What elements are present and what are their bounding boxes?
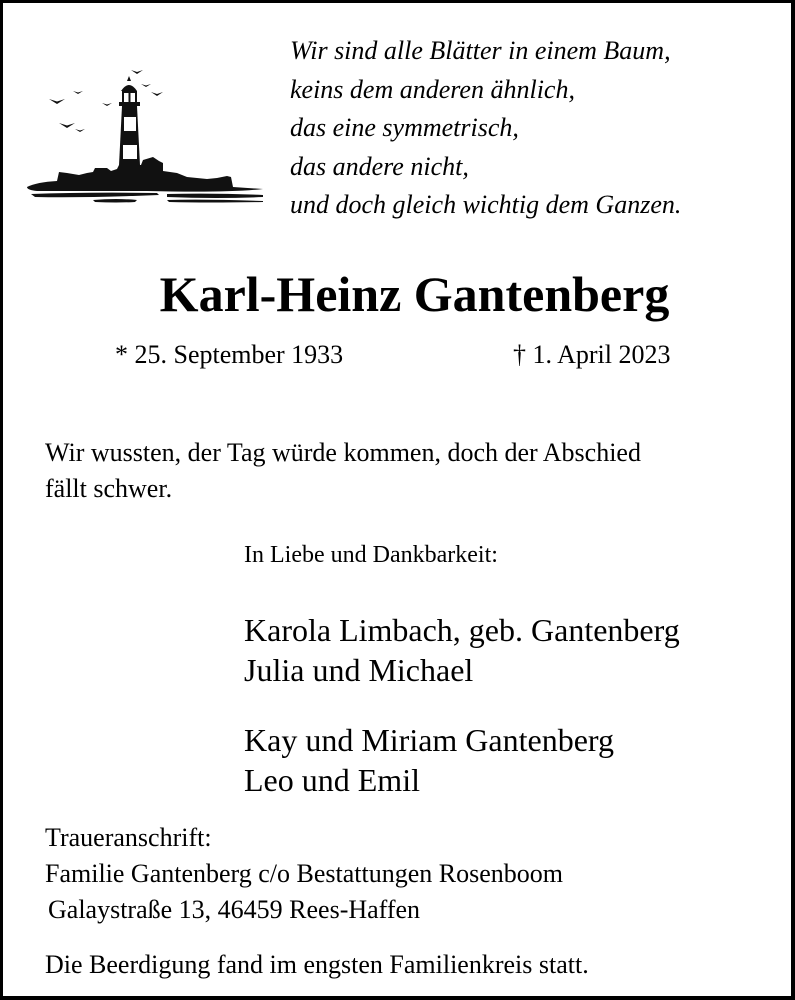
poem-line: keins dem anderen ähnlich, <box>290 74 575 104</box>
address-line-1: Familie Gantenberg c/o Bestattungen Rosenboom <box>45 859 563 888</box>
deceased-name: Karl-Heinz Gantenberg <box>159 266 670 322</box>
dedication: In Liebe und Dankbarkeit: <box>244 542 498 568</box>
mourning-address <box>45 820 563 928</box>
poem <box>290 32 681 225</box>
address-line-2: Galaystraße 13, 46459 Rees-Haffen <box>48 895 421 924</box>
mourner-line: Leo und Emil <box>244 762 420 798</box>
mourner-line: Julia und Michael <box>244 652 474 688</box>
poem-line: Wir sind alle Blätter in einem Baum, <box>290 36 671 65</box>
birth-date: * 25. September 1933 <box>115 340 344 369</box>
saying-line: Wir wussten, der Tag würde kommen, doch der Abschied <box>45 438 641 467</box>
farewell-saying <box>45 435 641 507</box>
funeral-note: Die Beerdigung fand im engsten Familienkreis statt. <box>45 950 589 979</box>
mourner-group <box>244 720 614 800</box>
mourner-line: Kay und Miriam Gantenberg <box>244 722 614 758</box>
lighthouse-icon <box>27 65 263 207</box>
poem-line: das eine symmetrisch, <box>290 113 519 142</box>
mourner-group <box>244 610 680 690</box>
poem-line: das andere nicht, <box>290 151 469 181</box>
poem-line: und doch gleich wichtig dem Ganzen. <box>290 190 682 219</box>
address-label: Traueranschrift: <box>45 823 212 852</box>
saying-line: fällt schwer. <box>45 474 173 503</box>
mourner-line: Karola Limbach, geb. Gantenberg <box>244 612 680 648</box>
death-date: † 1. April 2023 <box>513 340 671 369</box>
